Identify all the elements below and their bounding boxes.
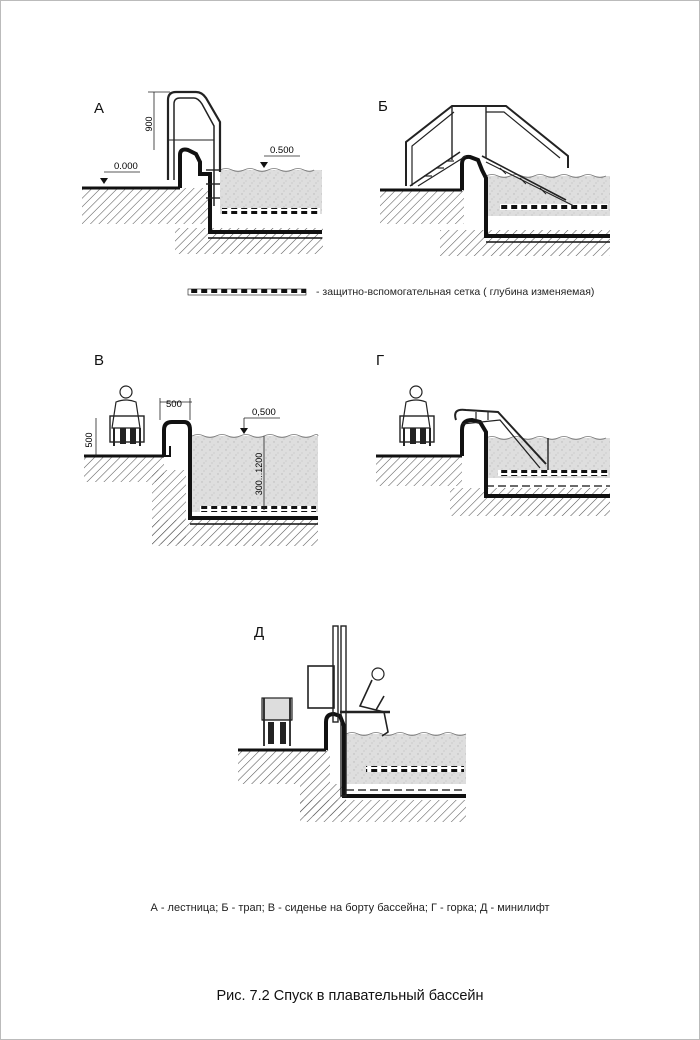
protective-net (366, 766, 464, 772)
ground-hatch (238, 750, 330, 784)
panel-letter-v: В (94, 352, 105, 369)
dim-wall-width: 500 (166, 399, 182, 410)
level-water: 0,500 (252, 407, 276, 418)
panel-v-edge-seat (84, 386, 318, 546)
pool-bottom-hatch (440, 230, 610, 256)
panel-letter-b: Б (378, 98, 388, 115)
panel-g-slide (376, 386, 610, 516)
protective-net (200, 506, 316, 512)
ground-hatch (380, 190, 464, 224)
panel-b-ramp (380, 106, 610, 256)
wheelchair-user-icon (110, 386, 144, 446)
protective-net (500, 204, 608, 210)
wheelchair-icon (262, 698, 292, 746)
legend-net-sample (188, 289, 306, 295)
level-water: 0.500 (270, 145, 294, 156)
panel-letter-a: А (94, 100, 105, 117)
panel-d-minilift (238, 626, 466, 822)
ladder-handrail (168, 92, 220, 180)
protective-net (222, 208, 320, 214)
seated-person-icon (360, 668, 388, 736)
wheelchair-user-icon (400, 386, 434, 446)
dim-seat-height: 500 (84, 432, 94, 448)
handrail-right (486, 106, 568, 168)
pool-bottom-hatch (450, 488, 610, 516)
panel-letter-g: Г (376, 352, 385, 369)
panel-a-ladder (82, 92, 323, 254)
ground-hatch (376, 456, 462, 486)
lift-seat-box (308, 666, 334, 708)
dim-height-900: 900 (144, 116, 154, 132)
pool-bottom-hatch (300, 800, 466, 822)
figure-caption: А - лестница; Б - трап; В - сиденье на борту бассейна; Г - горка; Д - минилифт (150, 902, 550, 914)
pool-water (220, 170, 322, 214)
ground-hatch (82, 188, 212, 224)
panel-letter-d: Д (254, 624, 265, 641)
dim-depth: 300...1200 (254, 452, 264, 496)
pool-water (346, 734, 466, 784)
protective-net (498, 470, 608, 476)
figure-title: Рис. 7.2 Спуск в плавательный бассейн (216, 988, 484, 1004)
level-floor: 0.000 (114, 161, 138, 172)
legend-label: - защитно-вспомогательная сетка ( глубина изменяемая) (316, 286, 595, 298)
